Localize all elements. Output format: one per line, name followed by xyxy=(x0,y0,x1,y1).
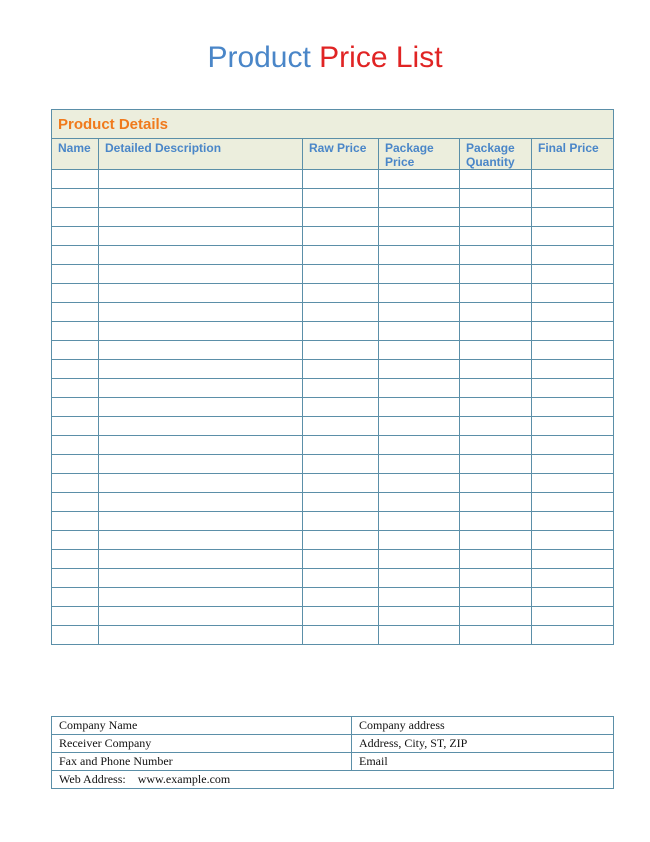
table-cell[interactable] xyxy=(99,170,303,189)
table-cell[interactable] xyxy=(303,208,379,227)
table-cell[interactable] xyxy=(303,379,379,398)
table-row xyxy=(52,550,614,569)
table-cell[interactable] xyxy=(52,455,99,474)
table-cell[interactable] xyxy=(99,436,303,455)
column-header-name: Name xyxy=(52,139,99,170)
table-cell[interactable] xyxy=(99,189,303,208)
table-cell[interactable] xyxy=(379,569,460,588)
table-row xyxy=(52,474,614,493)
table-cell[interactable] xyxy=(52,550,99,569)
table-row xyxy=(52,284,614,303)
table-cell[interactable] xyxy=(379,550,460,569)
table-cell[interactable] xyxy=(460,379,532,398)
table-cell[interactable] xyxy=(379,303,460,322)
web-address-field[interactable] xyxy=(52,771,614,789)
table-cell[interactable] xyxy=(99,531,303,550)
table-cell[interactable] xyxy=(460,303,532,322)
table-cell[interactable] xyxy=(532,246,614,265)
table-row xyxy=(52,588,614,607)
table-cell[interactable] xyxy=(532,208,614,227)
table-cell[interactable] xyxy=(460,341,532,360)
table-row xyxy=(52,379,614,398)
table-cell[interactable] xyxy=(52,246,99,265)
column-header-raw-price: Raw Price xyxy=(303,139,379,170)
table-cell[interactable] xyxy=(460,170,532,189)
table-cell[interactable] xyxy=(303,436,379,455)
address-city-field[interactable]: Address, City, ST, ZIP xyxy=(352,735,614,753)
table-cell[interactable] xyxy=(460,208,532,227)
table-cell[interactable] xyxy=(460,474,532,493)
table-cell[interactable] xyxy=(460,246,532,265)
email-field[interactable]: Email xyxy=(352,753,614,771)
table-cell[interactable] xyxy=(52,265,99,284)
company-address-field[interactable]: Company address xyxy=(352,717,614,735)
table-row xyxy=(52,531,614,550)
table-cell[interactable] xyxy=(99,360,303,379)
table-row xyxy=(52,360,614,379)
table-row xyxy=(52,341,614,360)
table-cell[interactable] xyxy=(99,341,303,360)
title-product: Product xyxy=(207,41,311,74)
table-cell[interactable] xyxy=(52,626,99,645)
web-address-label: Web Address: xyxy=(59,772,126,786)
table-cell[interactable] xyxy=(532,265,614,284)
table-cell[interactable] xyxy=(532,512,614,531)
table-cell[interactable] xyxy=(379,436,460,455)
table-cell[interactable] xyxy=(532,455,614,474)
table-cell[interactable] xyxy=(99,474,303,493)
table-cell[interactable] xyxy=(460,569,532,588)
table-cell[interactable] xyxy=(303,474,379,493)
table-cell[interactable] xyxy=(99,588,303,607)
table-cell[interactable] xyxy=(460,436,532,455)
table-cell[interactable] xyxy=(303,531,379,550)
table-cell[interactable] xyxy=(52,493,99,512)
table-cell[interactable] xyxy=(303,246,379,265)
table-cell[interactable] xyxy=(460,626,532,645)
table-cell[interactable] xyxy=(460,398,532,417)
table-cell[interactable] xyxy=(303,170,379,189)
table-cell[interactable] xyxy=(532,398,614,417)
table-cell[interactable] xyxy=(460,227,532,246)
table-cell[interactable] xyxy=(52,341,99,360)
table-cell[interactable] xyxy=(303,550,379,569)
table-row xyxy=(52,265,614,284)
table-cell[interactable] xyxy=(52,284,99,303)
table-cell[interactable] xyxy=(379,246,460,265)
table-cell[interactable] xyxy=(52,417,99,436)
company-info-table xyxy=(51,716,614,789)
table-cell[interactable] xyxy=(52,227,99,246)
table-cell[interactable] xyxy=(532,227,614,246)
table-cell[interactable] xyxy=(379,512,460,531)
fax-phone-field[interactable]: Fax and Phone Number xyxy=(52,753,352,771)
table-row xyxy=(52,493,614,512)
table-cell[interactable] xyxy=(532,379,614,398)
table-cell[interactable] xyxy=(99,607,303,626)
table-cell[interactable] xyxy=(303,341,379,360)
table-cell[interactable] xyxy=(460,493,532,512)
table-cell[interactable] xyxy=(303,227,379,246)
table-cell[interactable] xyxy=(532,303,614,322)
table-cell[interactable] xyxy=(460,512,532,531)
table-cell[interactable] xyxy=(379,379,460,398)
table-cell[interactable] xyxy=(532,436,614,455)
table-cell[interactable] xyxy=(532,341,614,360)
table-cell[interactable] xyxy=(532,626,614,645)
table-cell[interactable] xyxy=(532,550,614,569)
table-cell[interactable] xyxy=(99,303,303,322)
table-cell[interactable] xyxy=(379,607,460,626)
table-cell[interactable] xyxy=(99,493,303,512)
table-cell[interactable] xyxy=(99,379,303,398)
table-cell[interactable] xyxy=(303,360,379,379)
table-cell[interactable] xyxy=(52,322,99,341)
table-row xyxy=(52,455,614,474)
table-row xyxy=(52,417,614,436)
table-row xyxy=(52,227,614,246)
table-cell[interactable] xyxy=(460,550,532,569)
table-cell[interactable] xyxy=(303,569,379,588)
table-cell[interactable] xyxy=(52,303,99,322)
table-cell[interactable] xyxy=(52,360,99,379)
table-row xyxy=(52,303,614,322)
table-cell[interactable] xyxy=(303,626,379,645)
table-cell[interactable] xyxy=(532,474,614,493)
table-cell[interactable] xyxy=(379,626,460,645)
table-cell[interactable] xyxy=(532,360,614,379)
table-row xyxy=(52,398,614,417)
table-cell[interactable] xyxy=(99,246,303,265)
table-row xyxy=(52,189,614,208)
table-cell[interactable] xyxy=(99,284,303,303)
section-title: Product Details xyxy=(52,110,614,139)
table-cell[interactable] xyxy=(99,417,303,436)
table-cell[interactable] xyxy=(52,607,99,626)
table-cell[interactable] xyxy=(379,341,460,360)
table-row xyxy=(52,208,614,227)
table-row xyxy=(52,626,614,645)
table-cell[interactable] xyxy=(379,189,460,208)
company-name-field[interactable]: Company Name xyxy=(52,717,352,735)
title-price-list: Price List xyxy=(319,41,443,74)
table-cell[interactable] xyxy=(460,607,532,626)
table-cell[interactable] xyxy=(303,265,379,284)
table-cell[interactable] xyxy=(379,474,460,493)
column-header-final-price: Final Price xyxy=(532,139,614,170)
table-cell[interactable] xyxy=(99,626,303,645)
table-cell[interactable] xyxy=(52,531,99,550)
receiver-company-field[interactable]: Receiver Company xyxy=(52,735,352,753)
table-cell[interactable] xyxy=(52,588,99,607)
table-cell[interactable] xyxy=(303,493,379,512)
table-cell[interactable] xyxy=(303,322,379,341)
table-cell[interactable] xyxy=(532,607,614,626)
table-cell[interactable] xyxy=(52,379,99,398)
column-header-description: Detailed Description xyxy=(99,139,303,170)
table-cell[interactable] xyxy=(303,189,379,208)
table-cell[interactable] xyxy=(99,550,303,569)
table-cell[interactable] xyxy=(99,455,303,474)
table-cell[interactable] xyxy=(303,398,379,417)
table-cell[interactable] xyxy=(460,417,532,436)
table-cell[interactable] xyxy=(532,569,614,588)
table-cell[interactable] xyxy=(379,265,460,284)
table-cell[interactable] xyxy=(379,322,460,341)
table-cell[interactable] xyxy=(460,265,532,284)
table-cell[interactable] xyxy=(460,588,532,607)
table-cell[interactable] xyxy=(379,455,460,474)
table-cell[interactable] xyxy=(99,208,303,227)
table-cell[interactable] xyxy=(379,170,460,189)
table-row xyxy=(52,170,614,189)
web-address-value: www.example.com xyxy=(137,772,231,786)
table-cell[interactable] xyxy=(52,189,99,208)
table-row xyxy=(52,436,614,455)
table-cell[interactable] xyxy=(460,322,532,341)
table-cell[interactable] xyxy=(52,569,99,588)
table-cell[interactable] xyxy=(532,189,614,208)
table-cell[interactable] xyxy=(379,588,460,607)
table-row xyxy=(52,246,614,265)
table-cell[interactable] xyxy=(379,531,460,550)
table-cell[interactable] xyxy=(460,360,532,379)
column-header-package-price: Package Price xyxy=(379,139,460,170)
table-cell[interactable] xyxy=(532,322,614,341)
table-cell[interactable] xyxy=(379,398,460,417)
table-cell[interactable] xyxy=(379,493,460,512)
table-cell[interactable] xyxy=(532,493,614,512)
table-cell[interactable] xyxy=(379,360,460,379)
table-cell[interactable] xyxy=(52,512,99,531)
table-cell[interactable] xyxy=(52,398,99,417)
table-cell[interactable] xyxy=(460,455,532,474)
table-cell[interactable] xyxy=(303,303,379,322)
table-row xyxy=(52,322,614,341)
table-cell[interactable] xyxy=(52,208,99,227)
table-cell[interactable] xyxy=(99,322,303,341)
table-cell[interactable] xyxy=(532,170,614,189)
table-row xyxy=(52,607,614,626)
table-cell[interactable] xyxy=(379,417,460,436)
table-row xyxy=(52,512,614,531)
page-title xyxy=(0,40,650,76)
table-cell[interactable] xyxy=(99,512,303,531)
table-cell[interactable] xyxy=(532,417,614,436)
column-header-package-quantity: Package Quantity xyxy=(460,139,532,170)
table-cell[interactable] xyxy=(460,531,532,550)
table-cell[interactable] xyxy=(303,284,379,303)
table-cell[interactable] xyxy=(379,284,460,303)
table-cell[interactable] xyxy=(303,588,379,607)
product-rows xyxy=(52,170,614,645)
table-cell[interactable] xyxy=(379,227,460,246)
table-cell[interactable] xyxy=(532,284,614,303)
table-cell[interactable] xyxy=(99,398,303,417)
table-cell[interactable] xyxy=(532,588,614,607)
table-cell[interactable] xyxy=(52,170,99,189)
product-details-table xyxy=(51,109,614,645)
table-cell[interactable] xyxy=(99,569,303,588)
table-cell[interactable] xyxy=(52,436,99,455)
table-cell[interactable] xyxy=(303,417,379,436)
table-cell[interactable] xyxy=(99,265,303,284)
table-cell[interactable] xyxy=(379,208,460,227)
table-cell[interactable] xyxy=(303,512,379,531)
table-cell[interactable] xyxy=(99,227,303,246)
table-cell[interactable] xyxy=(52,474,99,493)
table-cell[interactable] xyxy=(303,607,379,626)
table-cell[interactable] xyxy=(303,455,379,474)
table-cell[interactable] xyxy=(460,189,532,208)
table-cell[interactable] xyxy=(460,284,532,303)
table-cell[interactable] xyxy=(532,531,614,550)
table-row xyxy=(52,569,614,588)
